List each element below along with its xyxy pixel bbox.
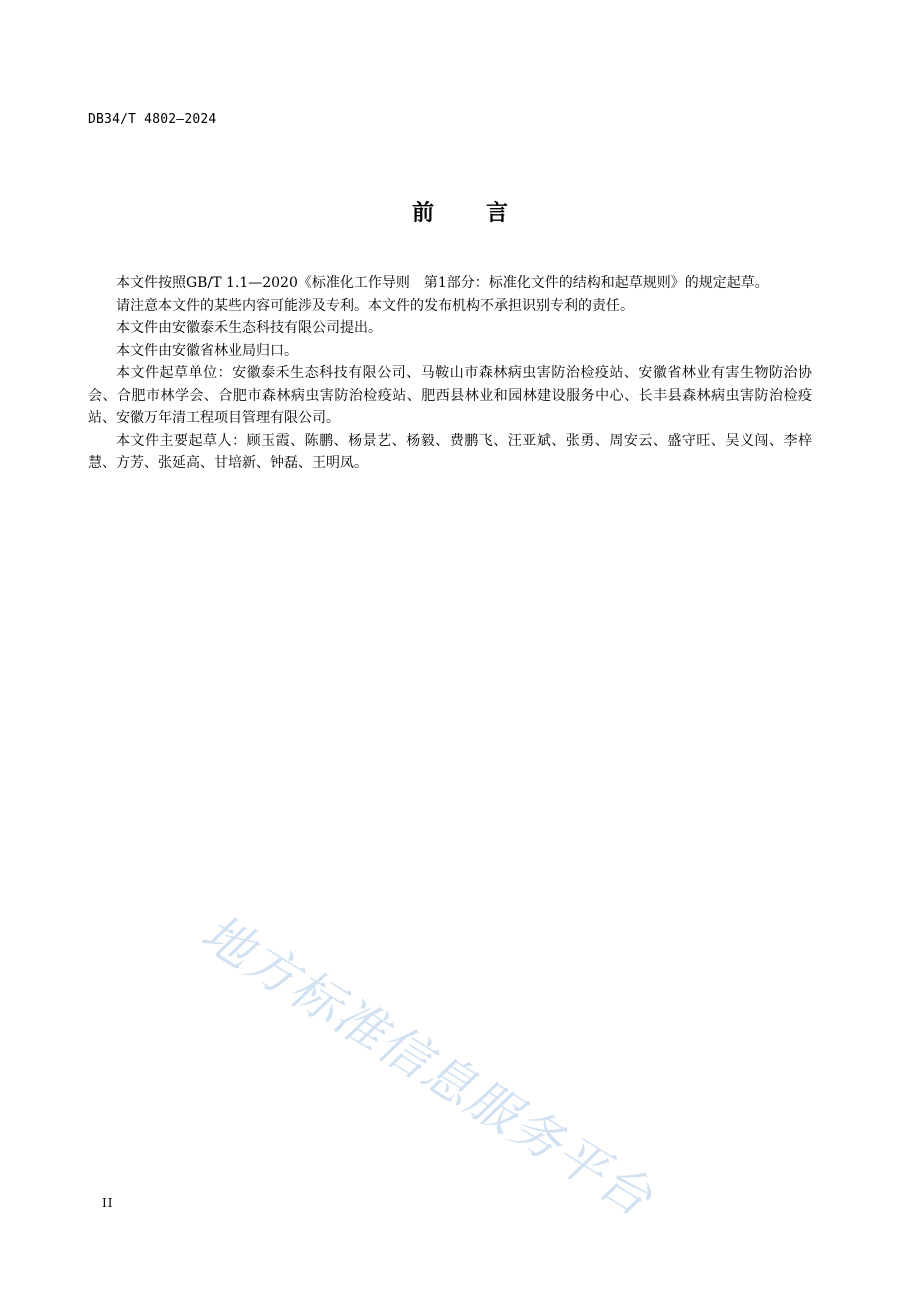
paragraph-proposer: 本文件由安徽泰禾生态科技有限公司提出。 <box>116 320 382 336</box>
foreword-body <box>88 272 812 475</box>
watermark-text: 地方标准信息服务平台 <box>191 903 664 1229</box>
page-number: II <box>102 1196 114 1210</box>
document-code: DB34/T 4802—2024 <box>88 112 217 127</box>
paragraph-patent-notice: 请注意本文件的某些内容可能涉及专利。本文件的发布机构不承担识别专利的责任。 <box>116 297 634 314</box>
paragraph-drafting-rules: 本文件按照GB/T 1.1—2020《标准化工作导则 第1部分：标准化文件的结构和起草规则》的规定起草。 <box>116 275 769 291</box>
page-title: 前言 <box>411 201 560 226</box>
paragraph-main-drafters: 本文件主要起草人：顾玉霞、陈鹏、杨景艺、杨毅、费鹏飞、汪亚斌、张勇、周安云、盛守旺、吴义闯、李梓慧、方芳、张延高、甘培新、钟磊、王明凤。 <box>88 432 812 471</box>
paragraph-centralized-by: 本文件由安徽省林业局归口。 <box>116 342 298 359</box>
paragraph-drafting-units: 本文件起草单位：安徽泰禾生态科技有限公司、马鞍山市森林病虫害防治检疫站、安徽省林业有害生物防治协会、合肥市林学会、合肥市森林病虫害防治检疫站、肥西县林业和园林建设服务中心、长丰县森林病虫害防治检疫站、安徽万年清工程项目管理有限公司。 <box>88 365 812 426</box>
